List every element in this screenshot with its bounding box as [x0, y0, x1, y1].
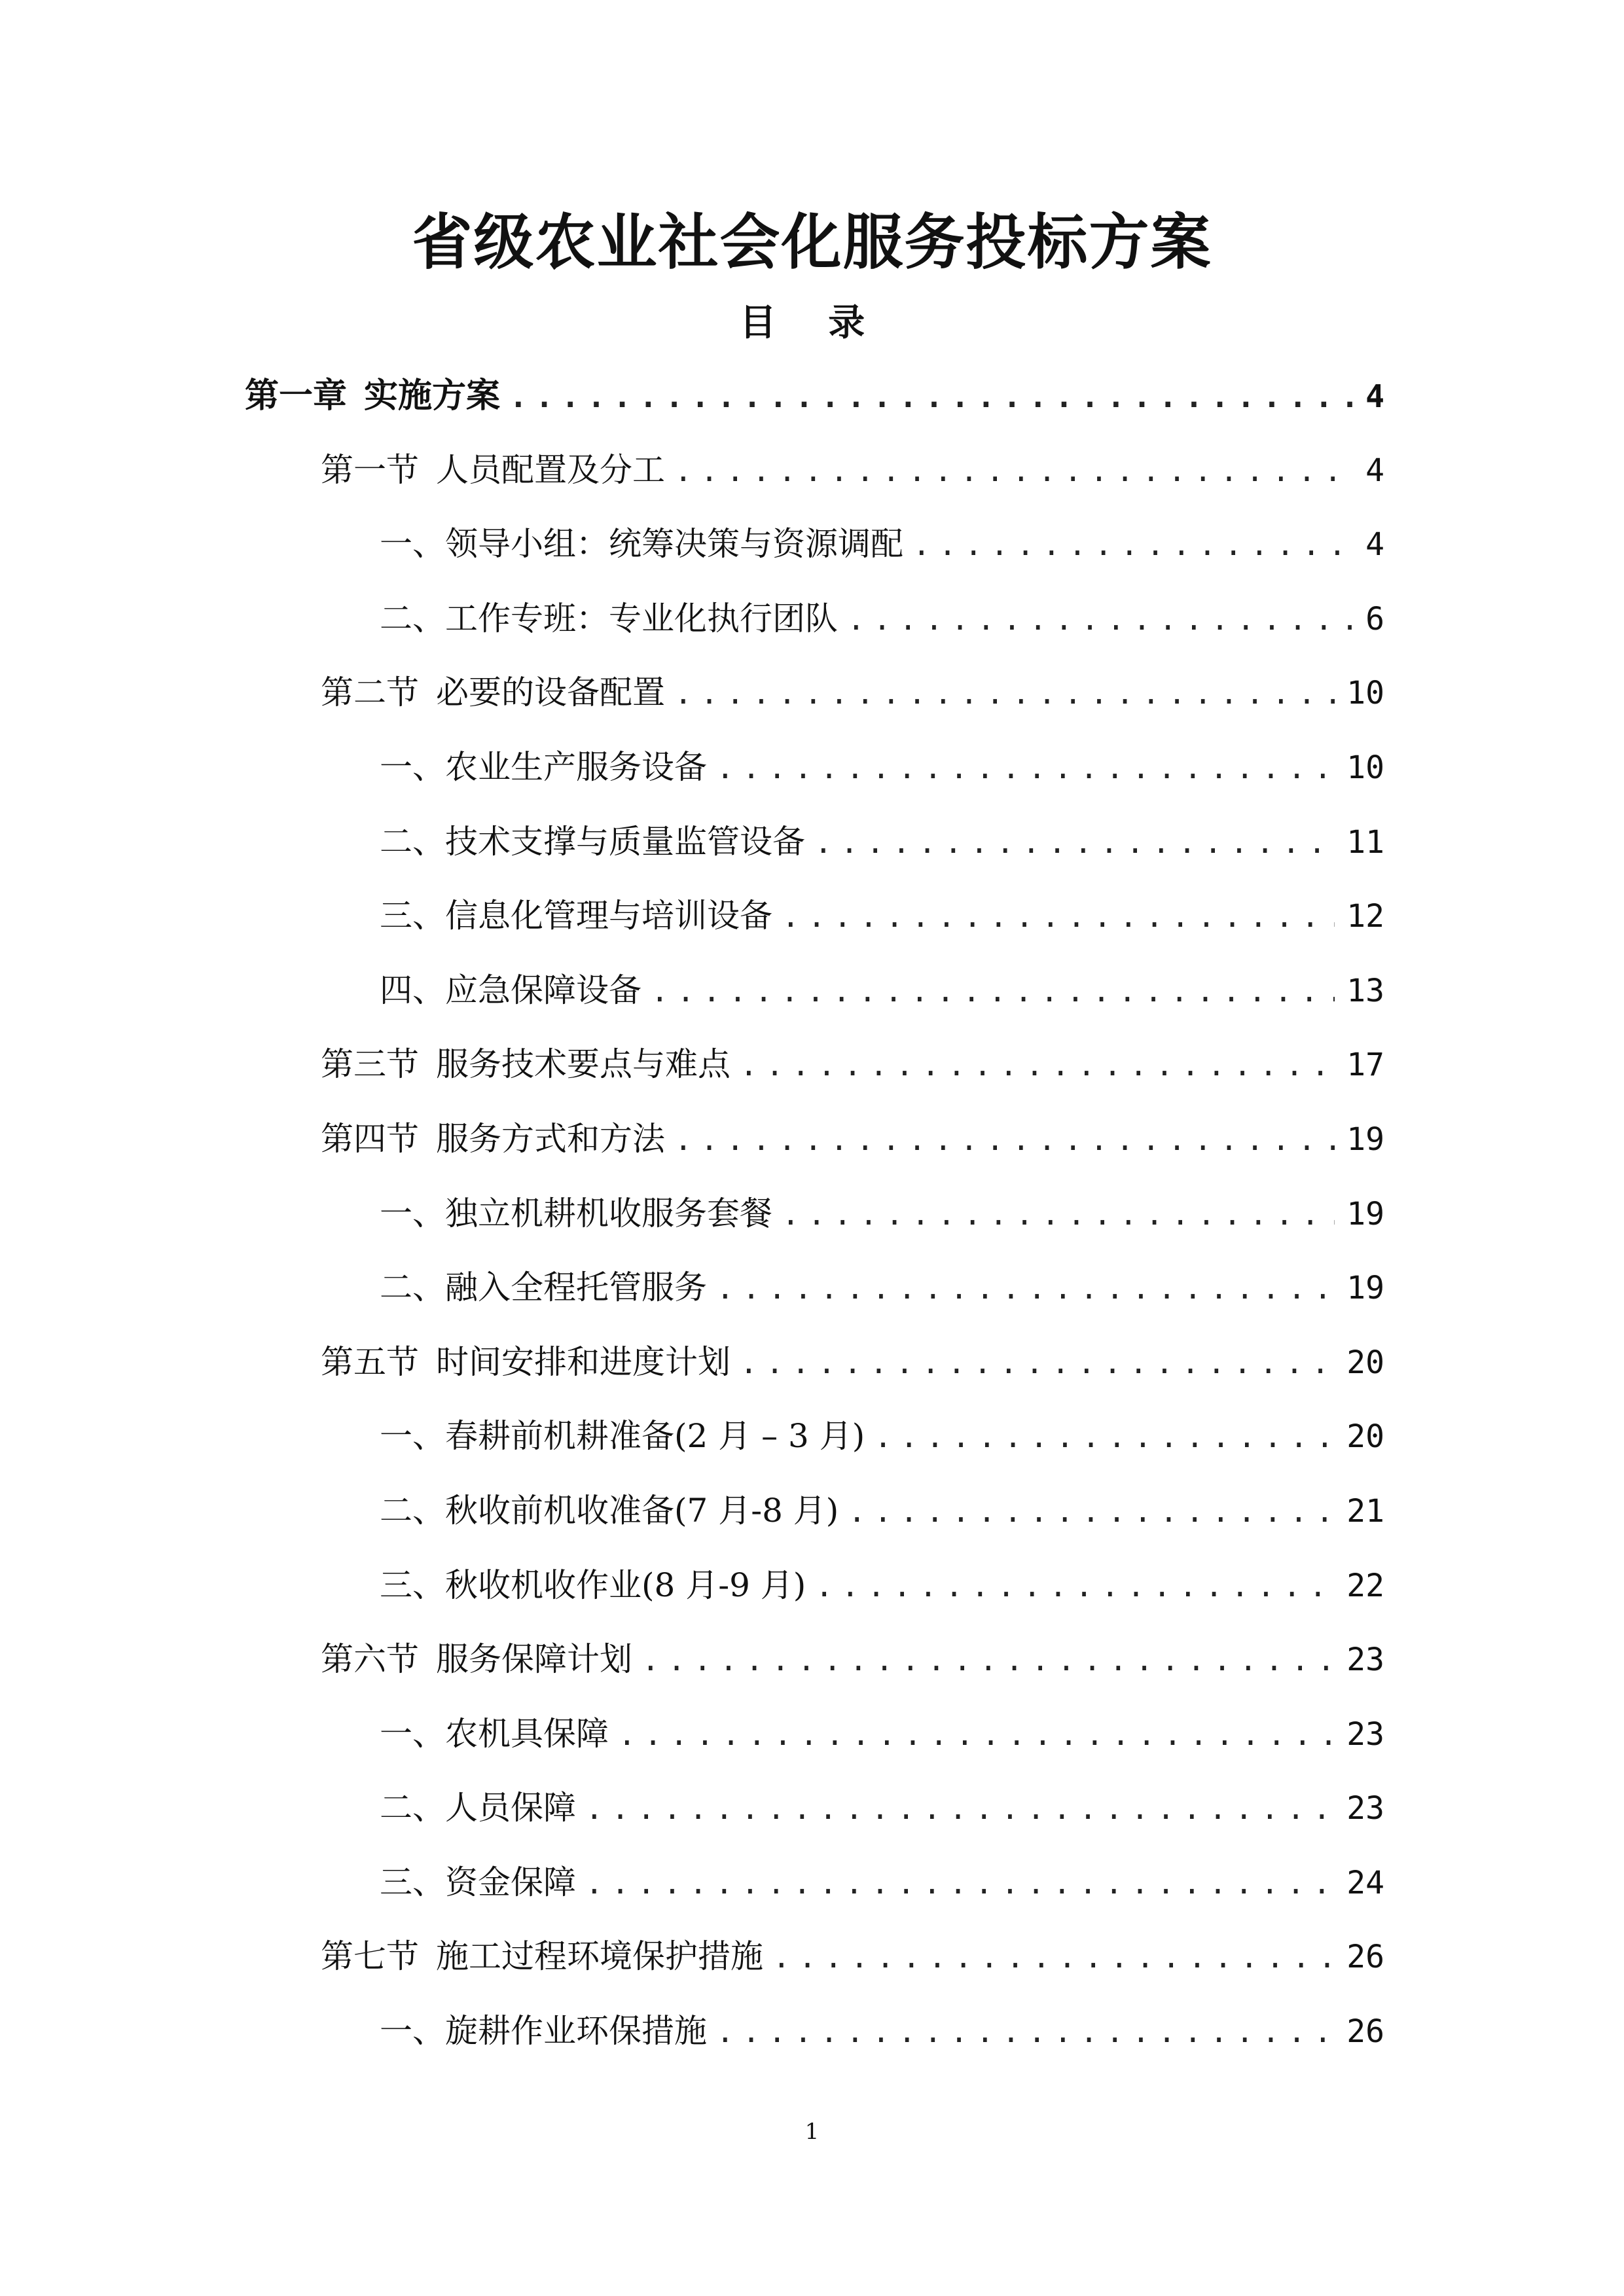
- toc-entry[interactable]: [0, 805, 1624, 880]
- toc-dot-leader: [618, 1698, 1335, 1772]
- toc-dot-leader: [509, 360, 1354, 435]
- toc-entry-label: 三、资金保障: [380, 1863, 576, 1901]
- toc-entry-page: 24: [1346, 1864, 1384, 1901]
- toc-entry[interactable]: [0, 1697, 1624, 1772]
- toc-dot-leader: [585, 1846, 1335, 1921]
- toc-entry-title: [321, 1623, 632, 1697]
- toc-entry[interactable]: [0, 1549, 1624, 1623]
- toc-entry-page: 26: [1346, 1939, 1384, 1976]
- document-title: 省级农业社会化服务投标方案: [412, 207, 1212, 278]
- toc-entry[interactable]: [0, 1251, 1624, 1325]
- toc-entry-number: 第一节: [321, 450, 419, 489]
- toc-entry-number: 第六节: [321, 1640, 419, 1679]
- toc-entry-label: 施工过程环境保护措施: [436, 1937, 763, 1976]
- toc-entry-label: 三、信息化管理与培训设备: [380, 897, 772, 935]
- toc-entry-title: [380, 1251, 707, 1325]
- toc-dot-leader: [848, 1475, 1335, 1549]
- toc-dot-leader: [641, 1623, 1335, 1698]
- toc-entry-number: 第三节: [321, 1045, 419, 1084]
- toc-entry-page: 13: [1346, 972, 1384, 1009]
- toc-entry-title: [321, 1325, 731, 1400]
- toc-entry-page: 26: [1346, 2013, 1384, 2051]
- toc-entry-label: 时间安排和进度计划: [436, 1342, 731, 1381]
- toc-dot-leader: [815, 1549, 1335, 1624]
- toc-entry[interactable]: [0, 879, 1624, 954]
- toc-dot-leader: [716, 1251, 1335, 1326]
- toc-entry[interactable]: [0, 1846, 1624, 1920]
- toc-entry-label: 四、应急保障设备: [380, 971, 641, 1009]
- toc-entry-number: 第四节: [321, 1119, 419, 1158]
- toc-entry-page: 4: [1365, 526, 1384, 564]
- toc-entry[interactable]: [0, 730, 1624, 805]
- toc-dot-leader: [674, 434, 1354, 509]
- toc-entry-label: 必要的设备配置: [436, 673, 665, 712]
- toc-entry-page: 23: [1346, 1790, 1384, 1827]
- toc-entry-title: [380, 1474, 839, 1549]
- toc-entry-page: 10: [1346, 675, 1384, 712]
- toc-entry-label: 二、融入全程托管服务: [380, 1268, 707, 1307]
- toc-entry[interactable]: [0, 1177, 1624, 1251]
- toc-entry[interactable]: [0, 1623, 1624, 1697]
- toc-dot-leader: [651, 954, 1335, 1029]
- toc-entry-label: 一、农机具保障: [380, 1714, 609, 1753]
- toc-dot-leader: [716, 731, 1335, 806]
- toc-entry-title: [380, 1846, 576, 1920]
- toc-entry-number: 第二节: [321, 673, 419, 712]
- toc-entry-page: 4: [1365, 452, 1384, 489]
- toc-entry-title: [380, 1994, 707, 2069]
- toc-entry-title: [380, 1697, 609, 1772]
- toc-entry-page: 23: [1346, 1641, 1384, 1679]
- toc-entry-page: 17: [1346, 1047, 1384, 1084]
- toc-entry-title: [380, 730, 707, 805]
- toc-entry-title: [380, 954, 641, 1028]
- toc-dot-leader: [912, 508, 1354, 583]
- toc-heading: 目 录: [739, 301, 885, 344]
- table-of-contents: [0, 359, 1624, 2069]
- toc-entry-label: 服务方式和方法: [436, 1119, 665, 1158]
- toc-entry-page: 10: [1346, 749, 1384, 786]
- toc-entry-number: 第七节: [321, 1937, 419, 1976]
- toc-entry-title: [321, 1920, 763, 1994]
- toc-entry[interactable]: [0, 507, 1624, 582]
- toc-entry-title: [321, 1028, 731, 1102]
- toc-dot-leader: [772, 1920, 1335, 1995]
- toc-entry-page: 20: [1346, 1418, 1384, 1456]
- toc-entry[interactable]: [0, 1920, 1624, 1994]
- toc-dot-leader: [814, 806, 1335, 880]
- toc-entry-title: [380, 1399, 865, 1474]
- toc-entry-page: 6: [1365, 600, 1384, 637]
- toc-entry[interactable]: [0, 1771, 1624, 1846]
- toc-entry[interactable]: [0, 1399, 1624, 1474]
- toc-entry-label: 服务技术要点与难点: [436, 1045, 731, 1084]
- toc-entry-label: 一、独立机耕机收服务套餐: [380, 1194, 772, 1232]
- toc-dot-leader: [740, 1028, 1335, 1103]
- toc-entry-number: 第一章: [245, 376, 348, 416]
- toc-entry[interactable]: [0, 433, 1624, 508]
- toc-entry-label: 二、技术支撑与质量监管设备: [380, 822, 805, 861]
- page-number: 1: [804, 2119, 820, 2145]
- toc-dot-leader: [740, 1326, 1335, 1401]
- toc-entry-label: 一、春耕前机耕准备(2 月 – 3 月): [380, 1417, 865, 1456]
- toc-entry-title: [380, 805, 805, 880]
- toc-entry[interactable]: [0, 1028, 1624, 1102]
- toc-entry-title: [321, 656, 665, 730]
- toc-entry-label: 一、农业生产服务设备: [380, 747, 707, 786]
- toc-entry-page: 19: [1346, 1270, 1384, 1307]
- toc-entry[interactable]: [0, 1102, 1624, 1177]
- toc-entry-label: 一、领导小组：统筹决策与资源调配: [380, 525, 903, 564]
- toc-entry-title: [380, 1549, 806, 1623]
- toc-entry-label: 二、工作专班：专业化执行团队: [380, 599, 838, 637]
- toc-entry-page: 19: [1346, 1121, 1384, 1158]
- toc-entry-title: [380, 1771, 576, 1846]
- toc-entry-title: [245, 359, 500, 433]
- toc-entry-label: 人员配置及分工: [436, 450, 665, 489]
- toc-entry-title: [321, 1102, 665, 1177]
- toc-entry[interactable]: [0, 1325, 1624, 1400]
- toc-dot-leader: [847, 583, 1354, 657]
- toc-entry-page: 21: [1346, 1492, 1384, 1530]
- toc-entry[interactable]: [0, 359, 1624, 433]
- toc-entry-page: 20: [1346, 1344, 1384, 1381]
- toc-entry-title: [380, 1177, 772, 1251]
- toc-entry-page: 12: [1346, 898, 1384, 935]
- toc-entry-label: 二、秋收前机收准备(7 月-8 月): [380, 1491, 839, 1530]
- toc-dot-leader: [674, 656, 1335, 731]
- toc-entry-title: [321, 433, 665, 508]
- toc-dot-leader: [782, 880, 1335, 954]
- toc-dot-leader: [716, 1995, 1335, 2070]
- toc-entry-label: 实施方案: [364, 376, 501, 416]
- toc-entry[interactable]: [0, 1474, 1624, 1549]
- toc-dot-leader: [674, 1103, 1335, 1177]
- toc-entry-page: 11: [1346, 823, 1384, 861]
- toc-entry-number: 第五节: [321, 1342, 419, 1381]
- toc-entry-title: [380, 507, 903, 582]
- toc-entry[interactable]: [0, 1994, 1624, 2069]
- toc-dot-leader: [782, 1177, 1335, 1252]
- toc-entry-page: 19: [1346, 1195, 1384, 1232]
- toc-entry-label: 二、人员保障: [380, 1789, 576, 1827]
- toc-entry[interactable]: [0, 582, 1624, 656]
- toc-dot-leader: [874, 1400, 1335, 1475]
- toc-entry-page: 4: [1365, 378, 1384, 415]
- toc-entry-page: 23: [1346, 1715, 1384, 1753]
- toc-entry[interactable]: [0, 656, 1624, 730]
- toc-entry-label: 一、旋耕作业环保措施: [380, 2012, 707, 2051]
- toc-dot-leader: [585, 1772, 1335, 1846]
- toc-entry-label: 服务保障计划: [436, 1640, 632, 1679]
- toc-entry-page: 22: [1346, 1567, 1384, 1604]
- toc-entry-title: [380, 582, 838, 656]
- toc-entry-title: [380, 879, 772, 954]
- toc-entry[interactable]: [0, 954, 1624, 1028]
- toc-entry-label: 三、秋收机收作业(8 月-9 月): [380, 1566, 806, 1604]
